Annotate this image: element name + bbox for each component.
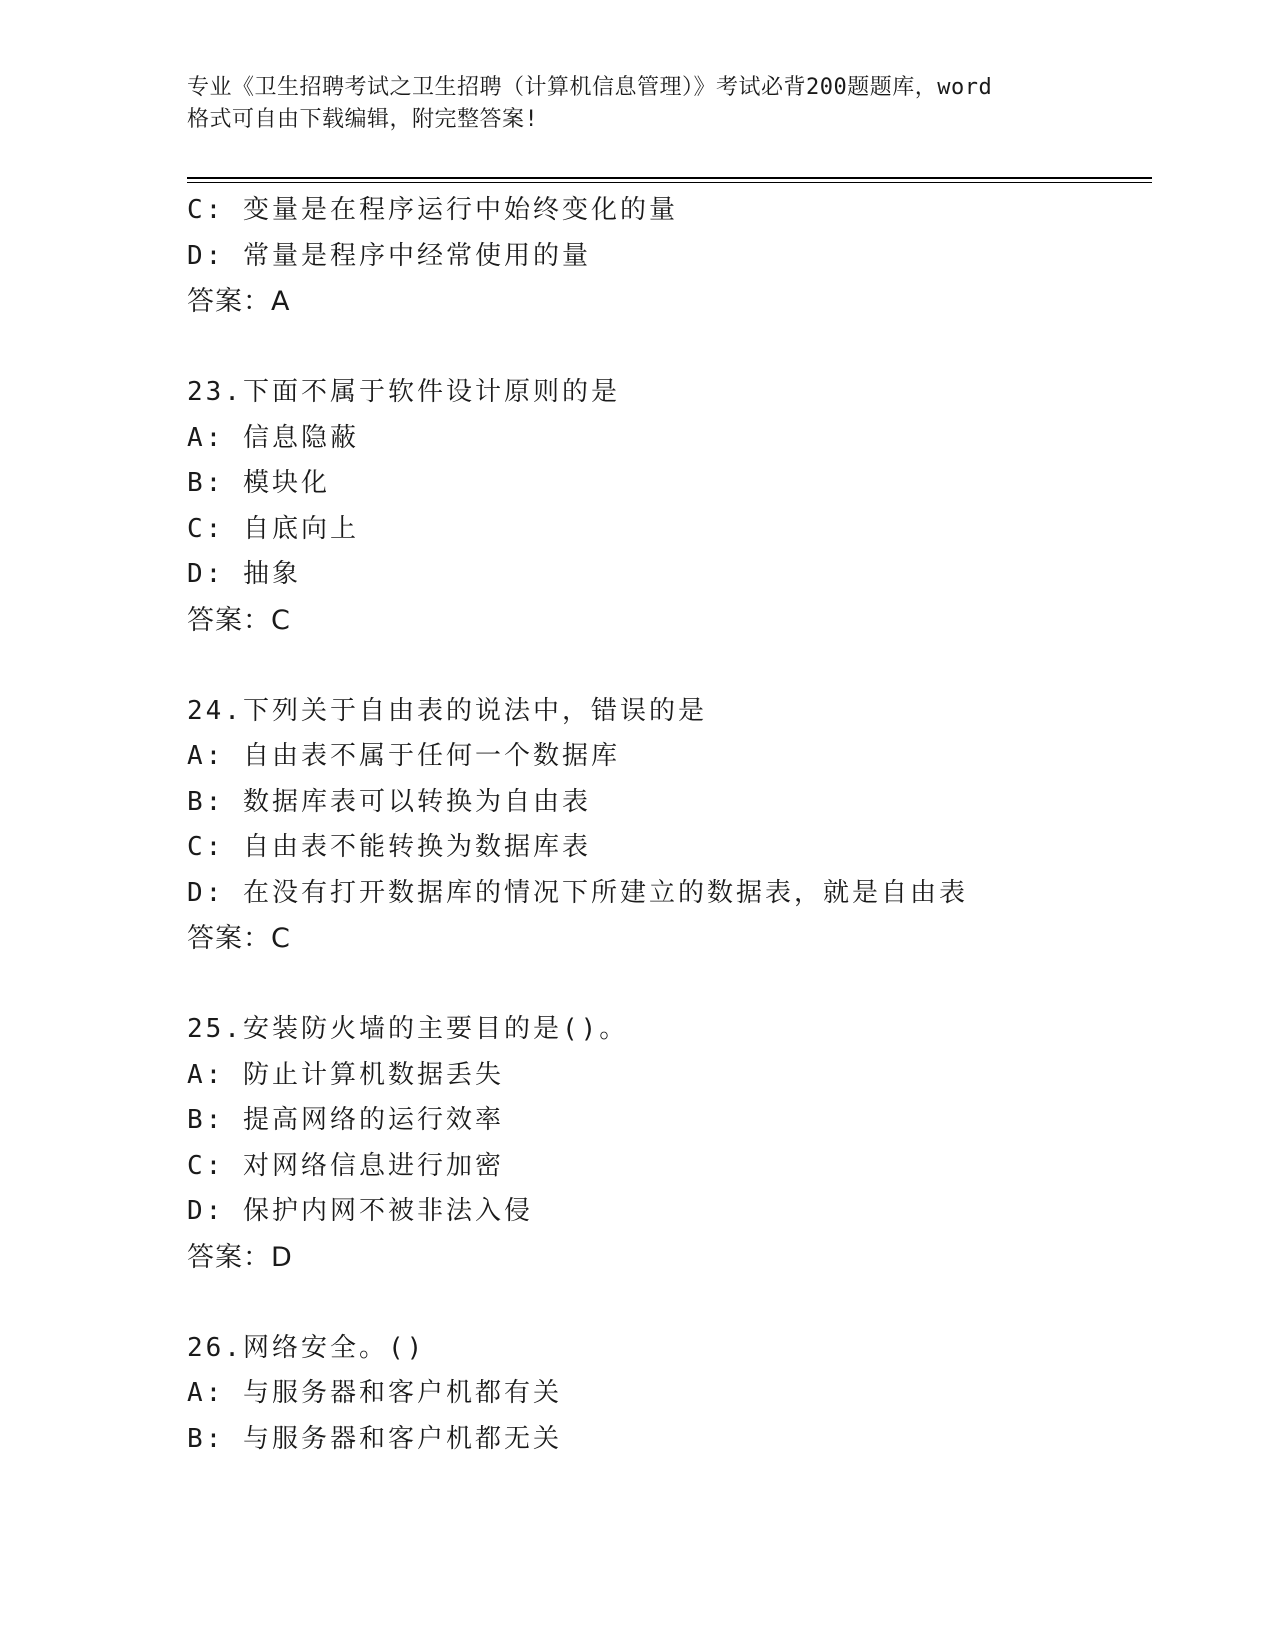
question-text: 23.下面不属于软件设计原则的是 [187, 377, 620, 407]
question-text: 24.下列关于自由表的说法中，错误的是 [187, 695, 707, 726]
option-a: A: 信息隐蔽 [187, 422, 359, 453]
question-list [187, 188, 1147, 1462]
answer: 答案：D [187, 1241, 293, 1273]
option-d: D: 常量是程序中经常使用的量 [187, 240, 591, 271]
option-d: D: 在没有打开数据库的情况下所建立的数据表，就是自由表 [187, 877, 968, 908]
option-c: C: 对网络信息进行加密 [187, 1150, 504, 1181]
question-22 [187, 188, 1147, 325]
option-b: B: 与服务器和客户机都无关 [187, 1423, 562, 1454]
question-23 [187, 370, 1147, 643]
spacer [187, 325, 1147, 371]
spacer [187, 962, 1147, 1008]
answer: 答案：A [187, 286, 291, 317]
option-d: D: 保护内网不被非法入侵 [187, 1196, 533, 1226]
spacer [187, 1280, 1147, 1326]
question-text: 26.网络安全。() [187, 1332, 426, 1363]
question-25 [187, 1007, 1147, 1280]
option-a: A: 与服务器和客户机都有关 [187, 1378, 562, 1408]
option-c: C: 自底向上 [187, 513, 359, 544]
document-header [187, 72, 1087, 136]
question-text: 25.安装防火墙的主要目的是()。 [187, 1014, 629, 1044]
option-b: B: 模块化 [187, 468, 330, 498]
option-a: A: 防止计算机数据丢失 [187, 1059, 504, 1090]
option-c: C: 自由表不能转换为数据库表 [187, 832, 591, 862]
question-26 [187, 1326, 1147, 1463]
answer: 答案：C [187, 923, 291, 954]
option-a: A: 自由表不属于任何一个数据库 [187, 741, 620, 771]
answer: 答案：C [187, 604, 291, 636]
option-d: D: 抽象 [187, 559, 301, 589]
spacer [187, 643, 1147, 689]
question-24 [187, 689, 1147, 962]
header-line-2: 格式可自由下载编辑，附完整答案! [187, 107, 539, 132]
header-rule-thin [187, 182, 1152, 183]
option-b: B: 提高网络的运行效率 [187, 1105, 504, 1135]
option-b: B: 数据库表可以转换为自由表 [187, 786, 591, 817]
option-c: C: 变量是在程序运行中始终变化的量 [187, 195, 678, 225]
header-line-1: 专业《卫生招聘考试之卫生招聘（计算机信息管理）》考试必背200题题库，word [187, 75, 993, 100]
header-rule-thick [187, 177, 1152, 179]
